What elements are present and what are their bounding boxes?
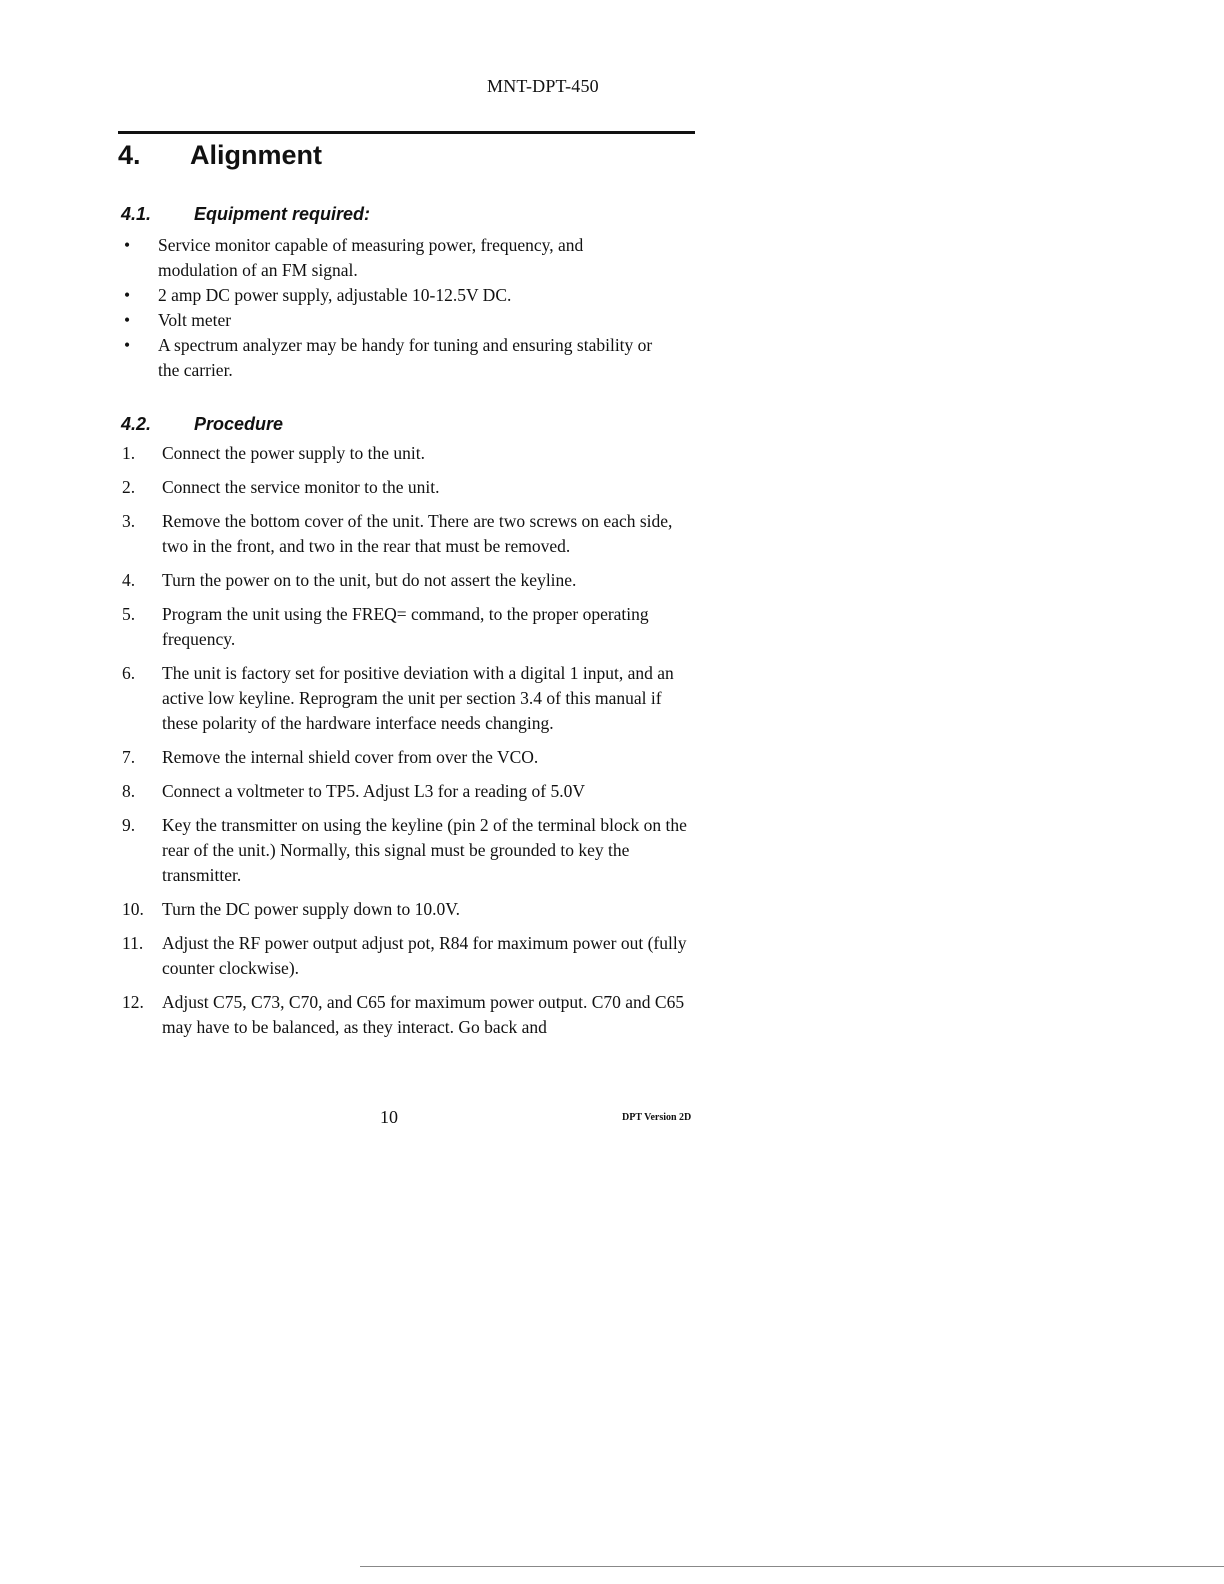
list-item-text: Volt meter <box>158 310 232 330</box>
step-number: 1. <box>122 443 136 463</box>
step-number: 8. <box>122 781 136 801</box>
step-number: 11. <box>122 933 144 953</box>
chapter-number: 4. <box>118 140 141 170</box>
step-number: 2. <box>122 477 136 497</box>
step-number: 10. <box>122 899 144 919</box>
step-number: 9. <box>122 815 136 835</box>
section-heading-equipment <box>121 204 370 225</box>
bullet-icon: • <box>124 285 131 305</box>
step-text: Key the transmitter on using the keyline (pin 2 of the terminal block on the rear of the unit.) Normally, this signal must be grounded to key the transmitter. <box>162 815 687 885</box>
step-text: Adjust the RF power output adjust pot, R84 for maximum power out (fully counter clockwise). <box>162 933 687 978</box>
section-title: Procedure <box>194 414 284 434</box>
step-text: Remove the bottom cover of the unit. There are two screws on each side, two in the front, and two in the rear that must be removed. <box>162 511 673 556</box>
step-text: The unit is factory set for positive deviation with a digital 1 input, and an active low keyline. Reprogram the unit per section 3.4 of this manual if these polarity of the hardware interface needs changing. <box>162 663 674 733</box>
step-number: 7. <box>122 747 136 767</box>
list-item <box>120 333 660 383</box>
step-number: 3. <box>122 511 136 531</box>
step-number: 4. <box>122 570 136 590</box>
procedure-steps <box>122 441 692 1049</box>
step-number: 5. <box>122 604 136 624</box>
section-title: Equipment required: <box>194 204 371 224</box>
step-number: 12. <box>122 992 144 1012</box>
step-text: Connect the service monitor to the unit. <box>162 477 440 497</box>
step-text: Turn the power on to the unit, but do not assert the keyline. <box>162 570 577 590</box>
chapter-heading <box>118 140 322 171</box>
version-label: DPT Version 2D <box>622 1112 692 1123</box>
procedure-step <box>122 897 692 922</box>
step-number: 6. <box>122 663 136 683</box>
section-number: 4.1. <box>121 204 152 224</box>
bullet-icon: • <box>124 310 131 330</box>
procedure-step <box>122 602 692 652</box>
equipment-list <box>120 233 660 383</box>
procedure-step <box>122 990 692 1040</box>
list-item-text: Service monitor capable of measuring power, frequency, and modulation of an FM signal. <box>158 235 584 280</box>
section-number: 4.2. <box>121 414 152 434</box>
list-item-text: A spectrum analyzer may be handy for tuning and ensuring stability or the carrier. <box>158 335 653 380</box>
step-text: Connect the power supply to the unit. <box>162 443 425 463</box>
step-text: Remove the internal shield cover from over the VCO. <box>162 747 539 767</box>
list-item-text: 2 amp DC power supply, adjustable 10-12.5V DC. <box>158 285 512 305</box>
list-item <box>120 233 660 283</box>
step-text: Program the unit using the FREQ= command, to the proper operating frequency. <box>162 604 649 649</box>
list-item <box>120 283 660 308</box>
document-id-header: MNT-DPT-450 <box>487 76 599 96</box>
header-rule <box>118 131 695 134</box>
procedure-step <box>122 441 692 466</box>
procedure-step <box>122 745 692 770</box>
procedure-step <box>122 661 692 736</box>
chapter-title: Alignment <box>190 140 322 170</box>
list-item <box>120 308 660 333</box>
step-text: Adjust C75, C73, C70, and C65 for maximum power output. C70 and C65 may have to be balanced, as they interact. Go back and <box>162 992 685 1037</box>
procedure-step <box>122 475 692 500</box>
procedure-step <box>122 813 692 888</box>
bullet-icon: • <box>124 335 131 355</box>
page-number: 10 <box>380 1107 398 1127</box>
procedure-step <box>122 509 692 559</box>
scan-edge-line <box>360 1566 1224 1567</box>
section-heading-procedure <box>121 414 283 435</box>
step-text: Connect a voltmeter to TP5. Adjust L3 for a reading of 5.0V <box>162 781 585 801</box>
procedure-step <box>122 931 692 981</box>
bullet-icon: • <box>124 235 131 255</box>
procedure-step <box>122 568 692 593</box>
procedure-step <box>122 779 692 804</box>
step-text: Turn the DC power supply down to 10.0V. <box>162 899 461 919</box>
